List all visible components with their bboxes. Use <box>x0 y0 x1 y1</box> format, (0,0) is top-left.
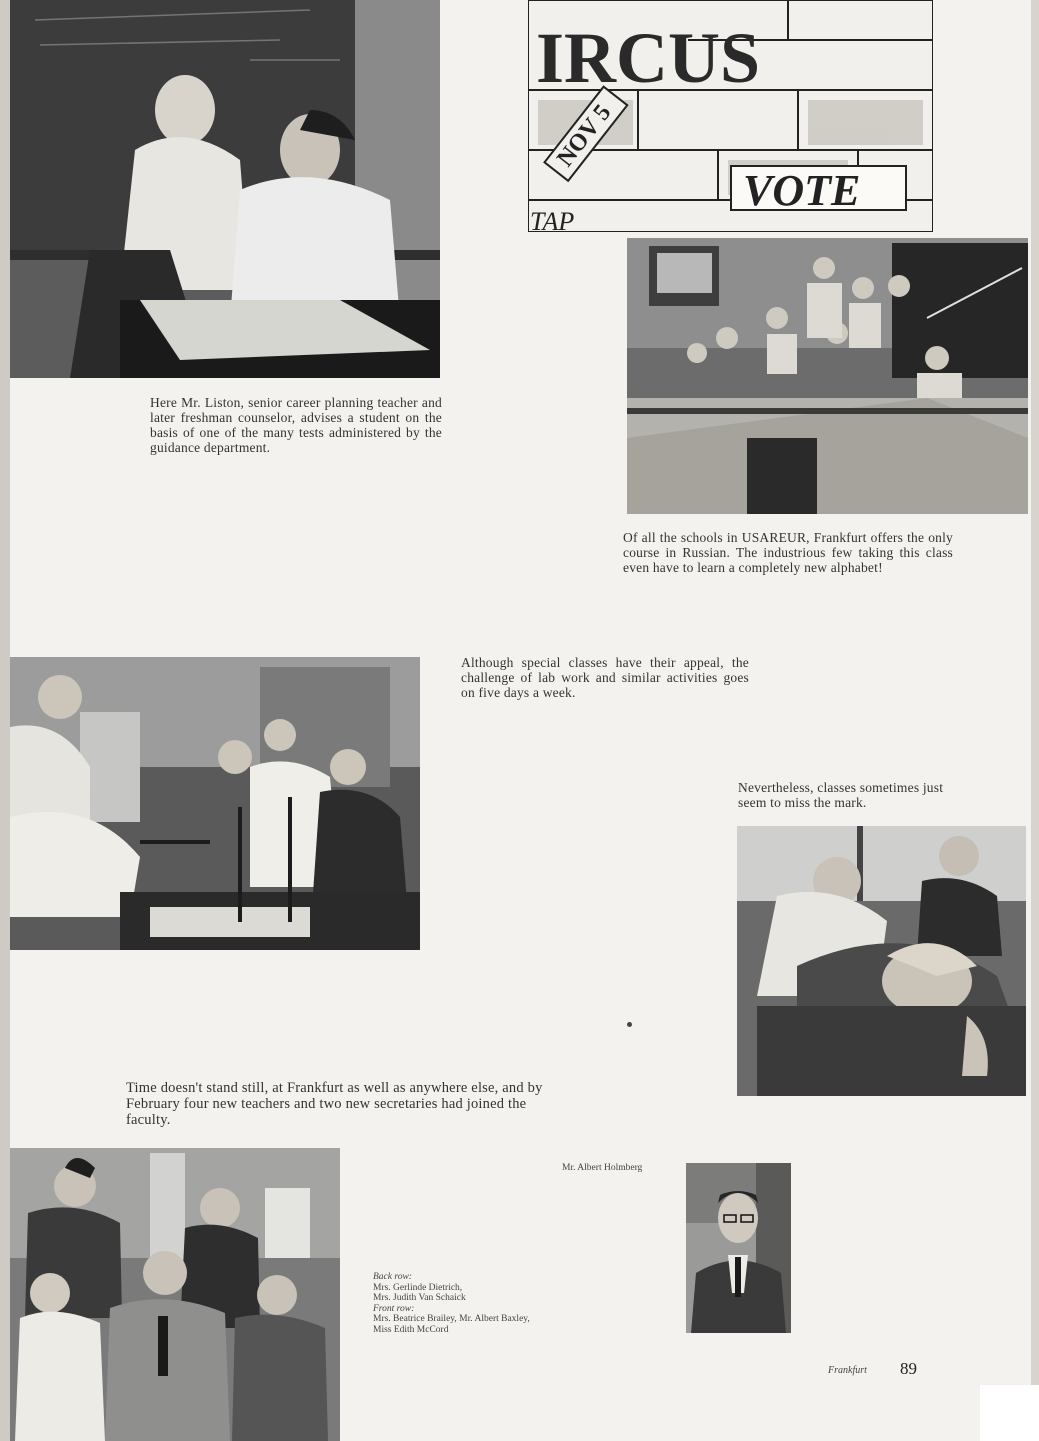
sleeping-students-photo <box>737 826 1026 1096</box>
page-binding-edge <box>0 0 10 1441</box>
new-staff-photo <box>10 1148 340 1441</box>
section-name: Frankfurt <box>828 1365 867 1376</box>
front-row-name: Miss Edith McCord <box>373 1324 449 1335</box>
russian-class-photo <box>627 238 1028 514</box>
page-right-edge <box>1031 0 1039 1441</box>
corner-patch <box>980 1385 1039 1441</box>
guidance-photo <box>10 0 440 378</box>
poster-date: NOV 5 <box>552 99 617 172</box>
faculty-caption: Time doesn't stand still, at Frankfurt as well as anywhere else, and by February four new teachers and two new secretaries had joined the faculty. <box>126 1080 543 1128</box>
holmberg-label: Mr. Albert Holmberg <box>562 1163 643 1173</box>
poster-fragment: TAP <box>530 207 575 232</box>
poster-word: IRCUS <box>536 18 761 98</box>
page-number: 89 <box>900 1359 917 1378</box>
lab-caption: Although special classes have their appeal, the challenge of lab work and similar activities goes on five days a week. <box>461 655 749 700</box>
back-row-heading: Back row: <box>373 1272 412 1282</box>
campaign-poster <box>528 0 933 232</box>
front-row-name: Mrs. Beatrice Brailey, Mr. Albert Baxley, <box>373 1314 530 1324</box>
back-row-name: Mrs. Gerlinde Dietrich, <box>373 1282 463 1293</box>
poster-vote: VOTE <box>743 166 861 215</box>
russian-caption: Of all the schools in USAREUR, Frankfurt offers the only course in Russian. The industrious few taking this class even have to learn a completely new alphabet! <box>623 530 953 575</box>
miss-mark-caption: Nevertheless, classes sometimes just seem to miss the mark. <box>738 780 944 810</box>
staff-names <box>373 1272 603 1335</box>
holmberg-portrait <box>686 1163 791 1333</box>
guidance-caption: Here Mr. Liston, senior career planning teacher and later freshman counselor, advises a student on the basis of one of the many tests administered by the guidance department. <box>150 395 442 455</box>
front-row-heading: Front row: <box>373 1303 415 1314</box>
lab-work-photo <box>10 657 420 950</box>
small-mark <box>627 1022 632 1027</box>
back-row-name: Mrs. Judith Van Schaick <box>373 1293 466 1303</box>
